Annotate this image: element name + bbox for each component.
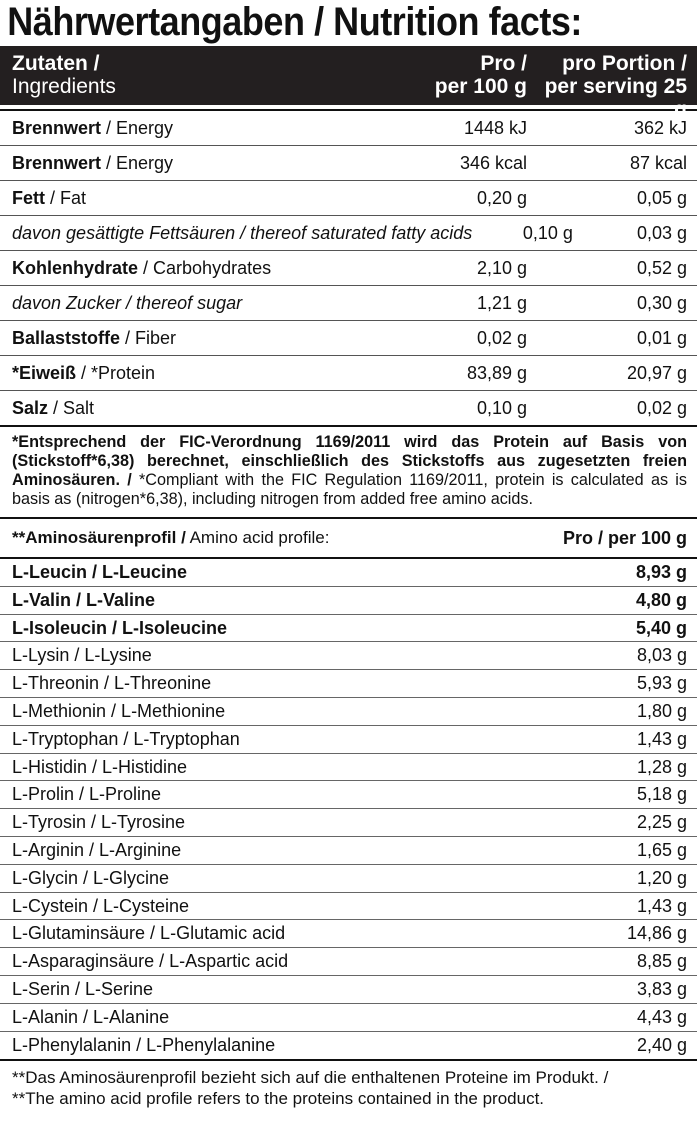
header-col3-line2: per serving 25 g — [544, 75, 687, 121]
header-per-serving — [537, 46, 697, 121]
amino-value: 1,65 g — [636, 839, 687, 860]
amino-value: 1,80 g — [636, 700, 687, 721]
nutrient-name-de: *Eiweiß — [12, 363, 77, 383]
amino-name: L-Tryptophan / L-Tryptophan — [12, 728, 240, 749]
value-per-serving: 0,01 g — [636, 328, 687, 348]
value-per-serving: 0,30 g — [636, 293, 687, 313]
amino-value: 1,43 g — [636, 728, 687, 749]
amino-name: L-Glutaminsäure / L-Glutamic acid — [12, 923, 286, 944]
amino-name: L-Valin / L-Valine — [12, 589, 156, 610]
note-bold: *Entsprechend der FIC-Verordnung 1169/2011 wird das Protein auf Basis von (Stickstoff*6,38) berechnet, einschließlich des Stickstoffs aus zugesetzten freien Aminosäuren. / — [12, 433, 687, 489]
value-per-serving: 0,52 g — [636, 258, 687, 278]
table-row — [0, 146, 697, 181]
amino-header-bold: **Aminosäurenprofil / — [12, 528, 186, 547]
nutrient-name-de: Salz — [12, 398, 49, 418]
amino-name: L-Alanin / L-Alanine — [12, 1006, 170, 1027]
table-row — [0, 726, 697, 754]
amino-name: L-Prolin / L-Proline — [12, 784, 162, 805]
table-row — [0, 976, 697, 1004]
table-row — [0, 286, 697, 321]
table-row — [0, 321, 697, 356]
table-header — [0, 46, 697, 121]
nutrient-name — [0, 391, 382, 425]
table-row — [0, 865, 697, 893]
table-row — [0, 698, 697, 726]
amino-header — [0, 519, 697, 559]
value-per-serving: 20,97 g — [626, 363, 687, 383]
amino-value: 5,18 g — [636, 784, 687, 805]
table-row — [0, 754, 697, 782]
table-row — [0, 356, 697, 391]
amino-value: 8,93 g — [635, 562, 687, 582]
value-per-100g: 0,10 g — [522, 223, 573, 243]
table-row — [0, 587, 697, 615]
amino-name: L-Serin / L-Serine — [12, 978, 154, 999]
value-per-serving: 87 kcal — [629, 153, 687, 173]
value-per-100g: 2,10 g — [476, 258, 527, 278]
header-col2-line1: Pro / — [480, 52, 527, 75]
amino-value: 8,85 g — [636, 951, 687, 972]
header-per-100g — [382, 46, 537, 105]
amino-value: 5,40 g — [635, 617, 687, 638]
nutrient-name — [0, 251, 382, 285]
table-row — [0, 216, 697, 251]
amino-name: L-Leucin / L-Leucine — [12, 562, 188, 582]
nutrient-name-en: / Energy — [101, 118, 174, 138]
page-title: Nährwertangaben / Nutrition facts: — [7, 0, 582, 44]
header-col1-line2: Ingredients — [12, 75, 116, 98]
nutrient-name — [0, 216, 472, 250]
value-per-100g: 0,20 g — [476, 188, 527, 208]
nutrient-name-en: / Carbohydrates — [138, 258, 272, 278]
amino-name: L-Histidin / L-Histidine — [12, 756, 188, 777]
value-per-100g: 0,02 g — [476, 328, 527, 348]
table-row — [0, 893, 697, 921]
header-col3-line1: pro Portion / — [562, 52, 687, 75]
value-per-100g: 83,89 g — [466, 363, 527, 383]
table-row — [0, 670, 697, 698]
table-row — [0, 251, 697, 286]
nutrient-name — [0, 111, 382, 145]
nutrient-name-en: davon gesättigte Fettsäuren / thereof saturated fatty acids — [12, 223, 473, 243]
amino-header-normal: Amino acid profile: — [185, 528, 330, 547]
table-row — [0, 809, 697, 837]
amino-value: 2,25 g — [636, 812, 687, 833]
value-per-serving: 0,05 g — [636, 188, 687, 208]
footnote-line1: **Das Aminosäurenprofil bezieht sich auf die enthaltenen Proteine im Produkt. / — [12, 1068, 609, 1088]
amino-value: 3,83 g — [636, 978, 687, 999]
nutrient-name — [0, 146, 382, 180]
amino-value: 8,03 g — [636, 645, 687, 666]
amino-name: L-Methionin / L-Methionine — [12, 700, 226, 721]
value-per-serving: 362 kJ — [633, 118, 687, 138]
amino-name: L-Phenylalanin / L-Phenylalanine — [12, 1034, 276, 1055]
table-row — [0, 948, 697, 976]
amino-name: L-Lysin / L-Lysine — [12, 645, 152, 666]
amino-value: 1,28 g — [636, 756, 687, 777]
value-per-100g: 1448 kJ — [463, 118, 527, 138]
amino-value: 14,86 g — [626, 923, 687, 944]
amino-name: L-Cystein / L-Cysteine — [12, 895, 190, 916]
table-row — [0, 391, 697, 425]
amino-value: 4,43 g — [636, 1006, 687, 1027]
amino-name: L-Tyrosin / L-Tyrosine — [12, 812, 186, 833]
value-per-serving: 0,02 g — [636, 398, 687, 418]
table-row — [0, 181, 697, 216]
amino-name: L-Isoleucin / L-Isoleucine — [12, 617, 228, 638]
amino-name: L-Glycin / L-Glycine — [12, 867, 170, 888]
nutrient-name-de: Fett — [12, 188, 45, 208]
value-per-serving: 0,03 g — [636, 223, 687, 243]
nutrient-name-en: / Salt — [48, 398, 95, 418]
nutrient-name-de: Brennwert — [12, 153, 102, 173]
amino-value: 5,93 g — [636, 673, 687, 694]
nutrient-name-de: Kohlenhydrate — [12, 258, 139, 278]
nutrient-name-en: / Fiber — [120, 328, 177, 348]
table-row — [0, 1032, 697, 1060]
nutrient-name-en: davon Zucker / thereof sugar — [12, 293, 243, 313]
nutrition-table — [0, 109, 697, 427]
protein-note — [0, 427, 697, 519]
amino-header-label — [0, 519, 563, 557]
amino-value: 1,43 g — [636, 895, 687, 916]
table-row — [0, 559, 697, 587]
amino-value: 2,40 g — [636, 1034, 687, 1055]
amino-name: L-Arginin / L-Arginine — [12, 839, 182, 860]
amino-table — [0, 559, 697, 1061]
note-normal: *Compliant with the FIC Regulation 1169/2011, protein is calculated as is basis as (nitrogen*6,38), including nitrogen from added free amino acids. — [12, 471, 687, 508]
nutrient-name — [0, 321, 382, 355]
nutrient-name-de: Ballaststoffe — [12, 328, 121, 348]
amino-value: 4,80 g — [635, 589, 687, 610]
table-row — [0, 920, 697, 948]
footnote — [0, 1061, 697, 1115]
amino-name: L-Asparaginsäure / L-Aspartic acid — [12, 951, 289, 972]
header-col2-line2: per 100 g — [434, 75, 527, 98]
nutrient-name-en: / Fat — [45, 188, 87, 208]
amino-value: 1,20 g — [636, 867, 687, 888]
nutrient-name-en: / *Protein — [76, 363, 156, 383]
header-col1-line1: Zutaten / — [12, 52, 100, 75]
table-row — [0, 1004, 697, 1032]
amino-header-value: Pro / per 100 g — [562, 528, 687, 548]
value-per-100g: 346 kcal — [459, 153, 527, 173]
nutrient-name — [0, 286, 382, 320]
table-row — [0, 781, 697, 809]
nutrient-name-en: / Energy — [101, 153, 174, 173]
nutrient-name — [0, 356, 382, 390]
footnote-line2: **The amino acid profile refers to the proteins contained in the product. — [12, 1089, 545, 1109]
value-per-100g: 0,10 g — [476, 398, 527, 418]
table-row — [0, 837, 697, 865]
table-row — [0, 111, 697, 146]
nutrient-name-de: Brennwert — [12, 118, 102, 138]
table-row — [0, 615, 697, 643]
amino-name: L-Threonin / L-Threonine — [12, 673, 212, 694]
nutrient-name — [0, 181, 382, 215]
table-row — [0, 642, 697, 670]
header-ingredients — [0, 46, 382, 105]
value-per-100g: 1,21 g — [476, 293, 527, 313]
